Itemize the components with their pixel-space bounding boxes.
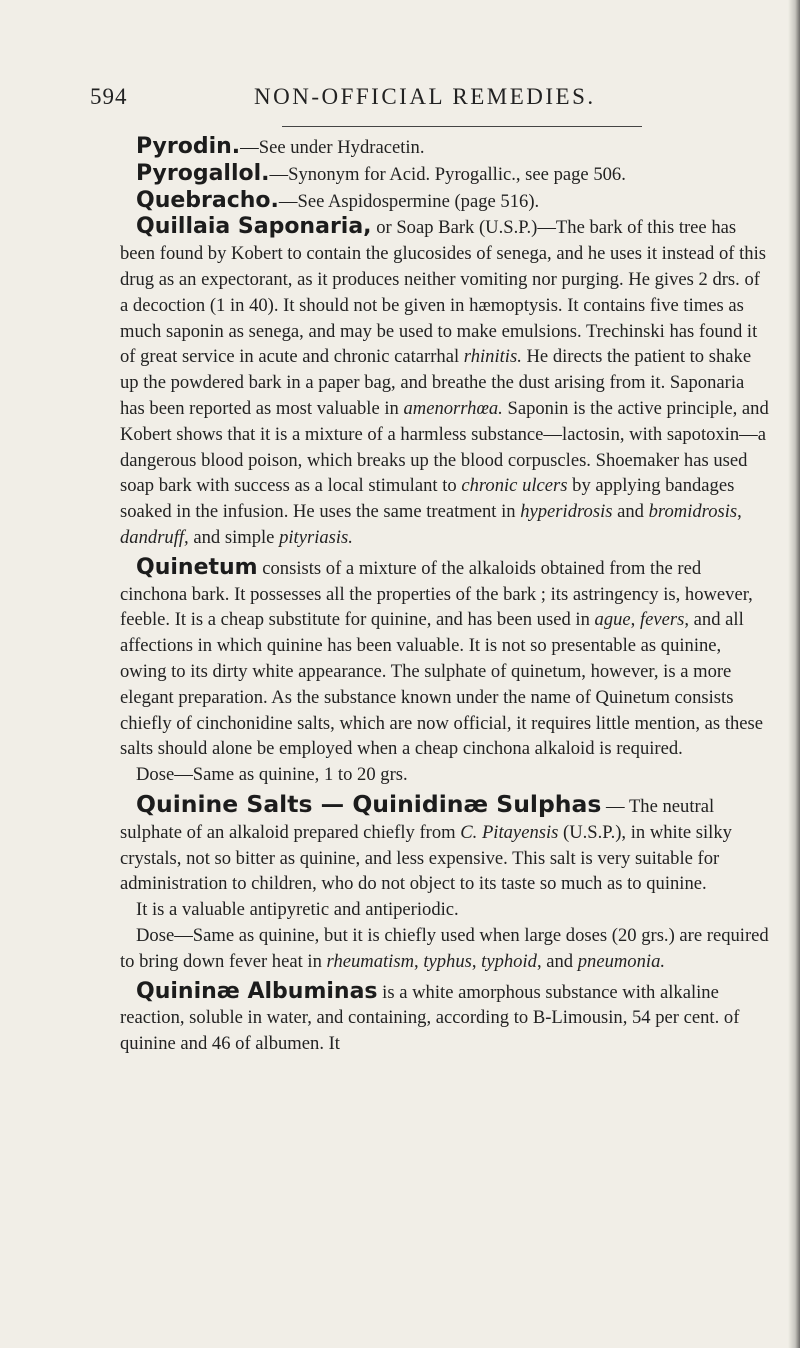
entry-text: or Soap Bark (U.S.P.)—The bark of this tree has been found by Kobert to contain the glucosides of senega, and he uses it instead of this drug as an expectorant, as it produces neither vomiting nor purging. He gives 2 drs. of a decoction (1 in 40). It should not be given in hæmoptysis. It contains five times as much saponin as senega, and may be used to make emulsions. Trechinski has found it of great service in acute and chronic catarrhal [120,217,766,368]
italic-term: typhoid [481,950,537,972]
page-header [90,84,770,114]
italic-term: typhus [423,950,472,972]
entry-text: —See under Hydracetin. [240,137,425,158]
page-edge-shadow [788,0,800,1348]
entry-paragraph: It is a valuable antipyretic and antiperiodic. [136,899,459,921]
page-body [120,134,770,1057]
italic-term: amenorrhœa. [403,397,503,419]
entry-pyrogallol [120,161,770,188]
italic-term: fevers [639,609,685,631]
entry-text: by applying bandages soaked in the infusion. He uses the same treatment in [120,475,735,523]
entry-quebracho [120,188,770,215]
entry-text: (U.S.P.), in white silky crystals, not so bitter as quinine, and less expensive. This salt is very suitable for administration to children, who do not object to its taste so much as to quinine. [120,821,732,895]
dose-line [120,923,770,975]
headword: Quininæ Albuminas [136,978,378,1004]
entry-quinine-salts [120,789,770,897]
italic-term: pneumonia. [577,950,666,972]
entry-text: and [612,501,649,523]
entry-text: is a white amorphous substance with alkaline reaction, soluble in water, and containing, according to B-Limousin, 54 per cent. of quinine and 46 of albumen. It [120,981,740,1055]
entry-quillaia-saponaria [120,214,770,550]
italic-term: bromidrosis [648,501,738,523]
page-number: 594 [90,84,128,109]
italic-term: hyperidrosis [520,501,613,523]
entry-text: , [630,609,640,631]
headword: Quillaia Saponaria, [136,214,372,240]
entry-text: — The neutral sulphate of an alkaloid prepared chiefly from [120,795,715,843]
headword: Quinine Salts — Quinidinæ Sulphas [136,789,602,818]
entry-text: Dose—Same as quinine, but it is chiefly used when large doses (20 grs.) are required to bring down fever heat in [120,924,769,972]
italic-term: pityriasis. [279,526,353,548]
entry-text: He directs the patient to shake up the powdered bark in a paper bag, and breathe the dust arising from it. Saponaria has been reported as most valuable in [120,346,752,419]
italic-term: rheumatism [326,950,415,972]
italic-term: ague [594,609,631,631]
headword: Pyrodin. [136,134,241,159]
entry-text: —Synonym for Acid. Pyrogallic., see page 506. [269,163,626,185]
headword: Quebracho. [136,187,279,213]
dose-line: Dose—Same as quinine, 1 to 20 grs. [136,764,408,786]
headword: Quinetum [136,554,258,580]
entry-text: —See Aspidospermine (page 516). [278,190,540,212]
running-head: NON-OFFICIAL REMEDIES. [254,84,596,109]
entry-text: , and [536,950,578,972]
entry-text: , [471,950,482,972]
entry-text: consists of a mixture of the alkaloids obtained from the red cinchona bark. It possesses all the properties of the bark ; its astringency is, however, feeble. It is a cheap substitute for quinine, and has been used in [120,557,753,631]
headword: Pyrogallol. [136,160,270,186]
header-rule [282,126,642,127]
italic-term: rhinitis. [463,346,522,368]
entry-text: , [737,501,742,523]
italic-term: C. Pitayensis [460,821,559,843]
entry-text: and simple [188,526,280,548]
italic-term: dandruff, [120,526,189,548]
entry-text: , [414,950,424,972]
entry-text: Saponin is the active principle, and Kobert shows that it is a mixture of a harmless substance—lactosin, with sapotoxin—a dangerous blood poison, which breaks up the blood corpuscles. Shoemaker has used soap bark with success as a local stimulant to [120,397,769,497]
italic-term: chronic ulcers [461,475,568,497]
entry-quinetum [120,555,770,762]
entry-pyrodin [120,134,770,161]
entry-quininae-albuminas [120,979,770,1057]
entry-text: , and all affections in which quinine has been valuable. It is not so presentable as quinine, owing to its dirty white appearance. The sulphate of quinetum, however, is a more elegant preparation. As the substance known under the name of Quinetum consists chiefly of cinchonidine salts, which are now official, it requires little mention, as these salts should alone be employed when a cheap cinchona alkaloid is required. [120,609,764,760]
